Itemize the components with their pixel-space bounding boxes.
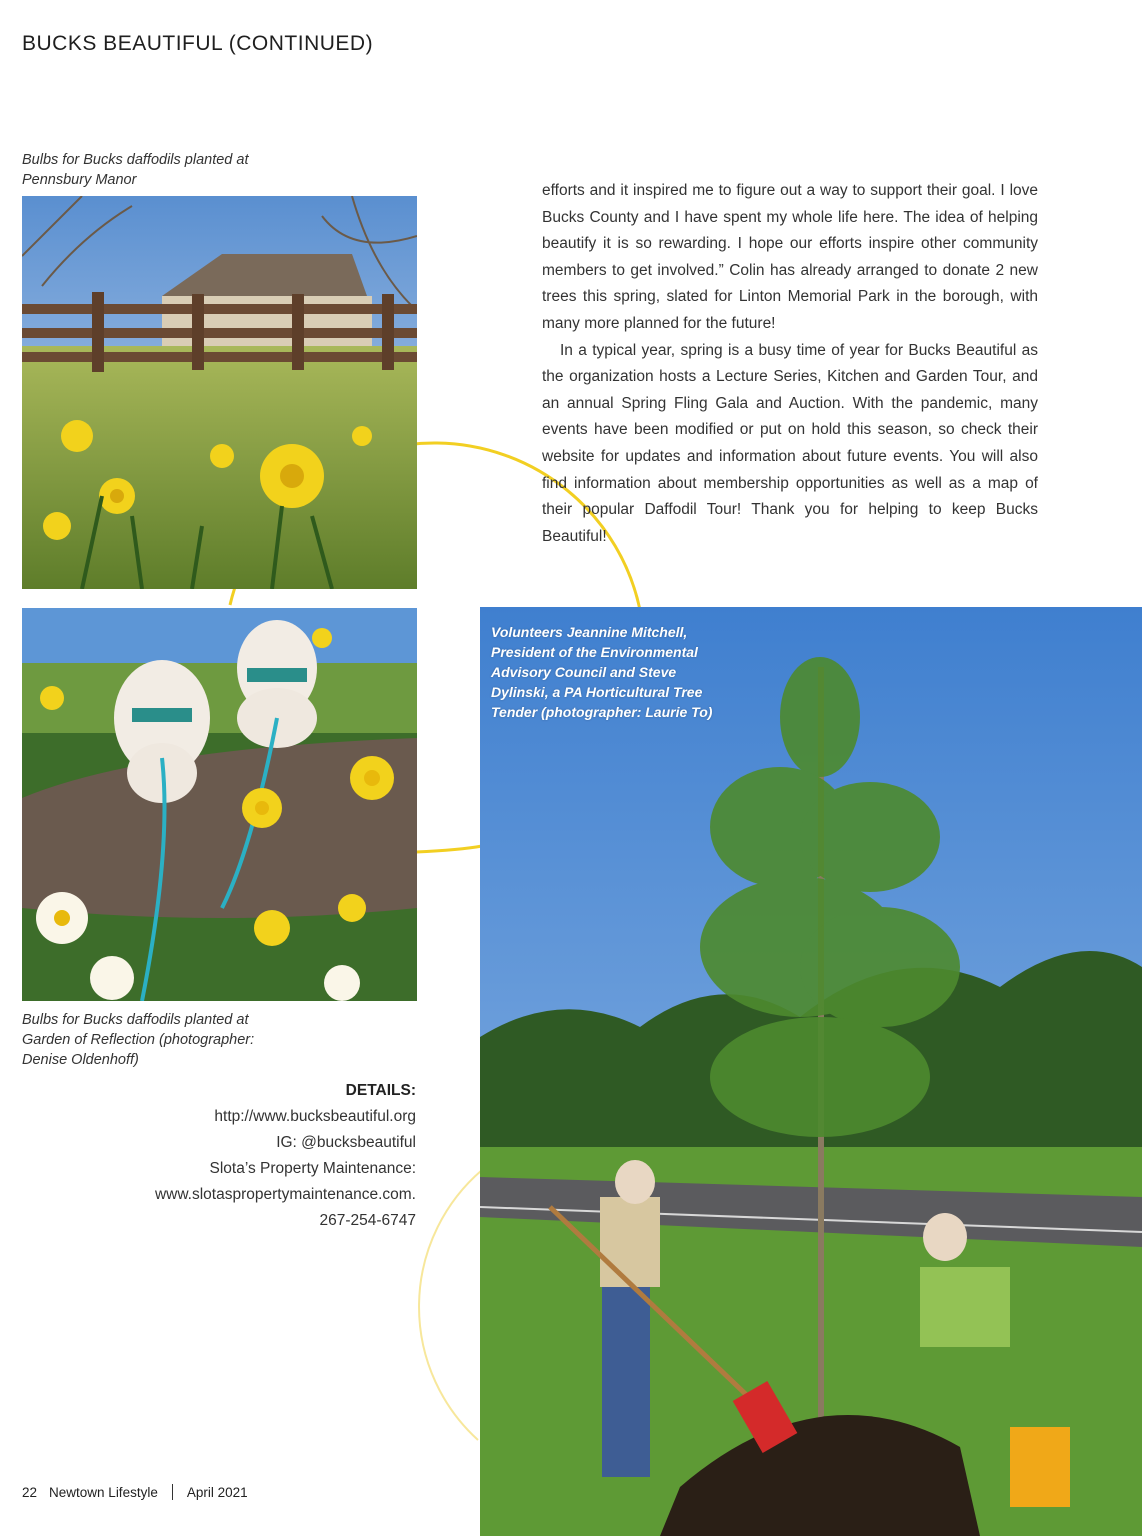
caption-garden-of-reflection: Bulbs for Bucks daffodils planted at Garden of Reflection (photographer: Denise Oldenhoff) <box>22 1012 255 1068</box>
details-phone: 267-254-6747 <box>319 1212 416 1229</box>
page-number: 22 <box>22 1484 38 1500</box>
footer-divider <box>172 1484 173 1500</box>
photo-garden-of-reflection-dogs <box>22 608 417 1001</box>
section-title: BUCKS BEAUTIFUL (CONTINUED) <box>22 32 374 55</box>
caption-pennsbury: Bulbs for Bucks daffodils planted at Pennsbury Manor <box>22 152 249 188</box>
article-body <box>542 178 1038 550</box>
article-paragraph-2: In a typical year, spring is a busy time of year for Bucks Beautiful as the organization hosts a Lecture Series, Kitchen and Garden Tour, and an annual Spring Fling Gala and Auction. With the pandemic, many events have been modified or put on hold this season, so check their website for updates and information about future events. You will also find information about membership opportunities as well as a map of their popular Daffodil Tour! Thank you for helping to keep Bucks Beautiful! <box>542 341 1038 545</box>
article-paragraph-1: efforts and it inspired me to figure out a way to support their goal. I love Bucks County and I have spent my whole life here. The idea of helping beautify it is so rewarding. I hope our efforts inspire other community members to get involved.” Colin has already arranged to donate 2 new trees this spring, slated for Linton Memorial Park in the borough, with many more planned for the future! <box>542 182 1038 332</box>
issue-date: April 2021 <box>186 1484 248 1500</box>
photo-pennsbury-daffodils <box>22 196 417 589</box>
details-block <box>110 1078 416 1234</box>
details-heading: DETAILS: <box>345 1082 416 1099</box>
details-sponsor-url: www.slotaspropertymaintenance.com. <box>154 1186 416 1203</box>
page-footer <box>22 1484 248 1500</box>
details-instagram: IG: @bucksbeautiful <box>276 1134 416 1151</box>
details-sponsor-name: Slota’s Property Maintenance: <box>209 1160 416 1177</box>
photo-volunteers-planting-tree <box>480 607 1142 1536</box>
caption-volunteers: Volunteers Jeannine Mitchell, President of the Environmental Advisory Council and Steve Dylinski, a PA Horticultural Tree Tender (photographer: Laurie To) <box>491 624 713 720</box>
publication-name: Newtown Lifestyle <box>49 1484 158 1500</box>
details-website: http://www.bucksbeautiful.org <box>214 1108 416 1125</box>
